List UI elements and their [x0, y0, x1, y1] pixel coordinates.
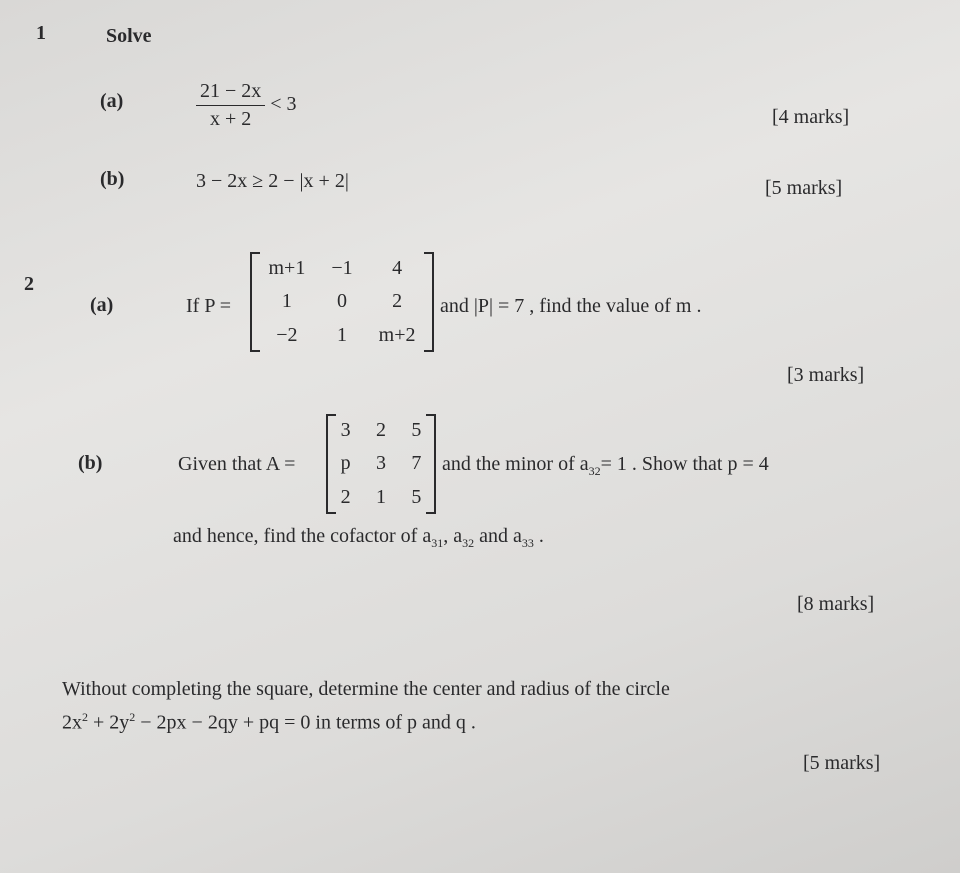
q2b-label: (b): [78, 452, 103, 474]
text: + 2y: [88, 711, 130, 734]
q1b-label: (b): [100, 168, 125, 190]
subscript: 31: [431, 536, 444, 550]
matrix-cell: 0: [336, 290, 347, 313]
q2a-suffix: and |P| = 7 , find the value of m .: [440, 295, 702, 317]
matrix-cell: 1: [336, 323, 347, 346]
matrix-cell: 4: [392, 257, 403, 280]
matrix-p: [250, 252, 434, 352]
q1a-inequality: [196, 80, 297, 131]
q3-marks: [5 marks]: [803, 752, 881, 774]
q2b-suffix: [442, 453, 769, 479]
text: − 2px − 2qy + pq = 0: [135, 711, 311, 734]
q2b-marks: [8 marks]: [797, 593, 875, 615]
subscript: 33: [521, 536, 534, 550]
text: .: [533, 525, 544, 547]
matrix-cell: 1: [281, 290, 292, 313]
q2b-line2: [173, 525, 544, 551]
matrix-cell: 3: [340, 419, 351, 442]
matrix-cell: 3: [375, 452, 386, 475]
q1b-marks: [5 marks]: [765, 177, 843, 199]
superscript: 2: [129, 710, 136, 724]
matrix-cell: 5: [411, 485, 422, 508]
question-1-title: Solve: [106, 25, 152, 47]
text: , a: [443, 525, 463, 547]
inequality-relation: < 3: [270, 93, 297, 116]
q3-line1: Without completing the square, determine the center and radius of the circle: [62, 678, 670, 700]
matrix-cell: 2: [375, 419, 386, 442]
matrix-cell: −1: [331, 257, 353, 280]
q1a-marks: [4 marks]: [772, 106, 850, 128]
superscript: 2: [82, 710, 88, 724]
q2a-prefix: If P =: [186, 295, 231, 317]
matrix-cell: m+1: [268, 257, 306, 280]
text: 2x: [62, 711, 82, 734]
matrix-cell: 1: [375, 485, 386, 508]
question-1-number: 1: [36, 22, 46, 44]
matrix-cell: 5: [411, 419, 422, 442]
text: in terms of p and q .: [310, 711, 476, 734]
text: and the minor of a: [442, 453, 589, 475]
q2a-label: (a): [90, 294, 114, 316]
text: = 1 . Show that p = 4: [600, 453, 769, 475]
question-2-number: 2: [24, 273, 34, 295]
matrix-cell: 7: [411, 452, 422, 475]
matrix-cell: −2: [276, 323, 298, 346]
q1b-inequality: 3 − 2x ≥ 2 − |x + 2|: [196, 170, 349, 192]
subscript: 32: [462, 536, 475, 550]
matrix-cell: 2: [340, 485, 351, 508]
matrix-a: [326, 414, 436, 514]
matrix-cell: m+2: [378, 323, 416, 346]
text: and a: [474, 525, 522, 547]
q2a-marks: [3 marks]: [787, 364, 865, 386]
fraction-denominator: x + 2: [210, 108, 252, 130]
q3-equation: [62, 710, 476, 735]
fraction-numerator: 21 − 2x: [196, 80, 265, 106]
matrix-cell: p: [340, 452, 351, 475]
q1a-label: (a): [100, 90, 124, 112]
subscript: 32: [588, 464, 601, 478]
text: and hence, find the cofactor of a: [173, 525, 432, 547]
q2b-prefix: Given that A =: [178, 453, 296, 475]
matrix-cell: 2: [392, 290, 403, 313]
